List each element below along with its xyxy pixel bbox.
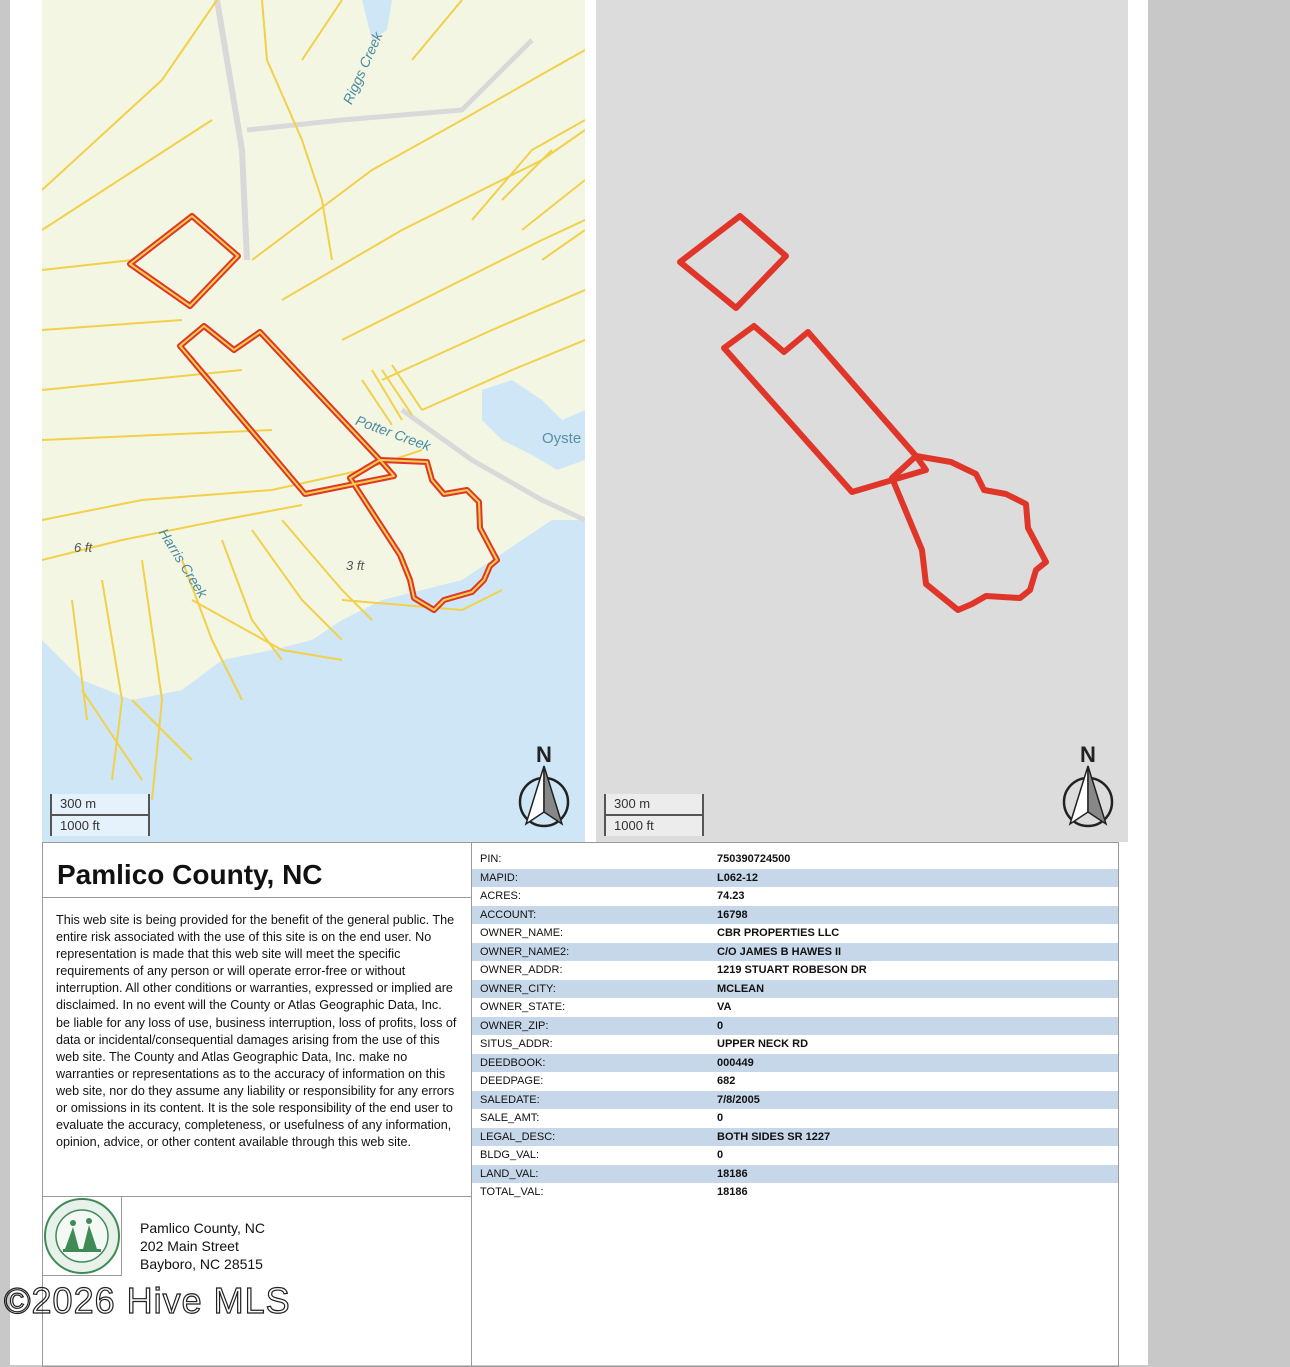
elevation-6ft-label: 6 ft [74,540,93,555]
attribute-row [472,1035,1118,1054]
attribute-label: ACCOUNT: [472,906,717,925]
scale-bar [50,794,150,836]
attribute-row [472,869,1118,888]
contact-line-1: Pamlico County, NC [140,1220,266,1236]
harris-creek-label: Harris Creek [155,525,211,601]
attribute-value: 682 [717,1075,736,1088]
basemap-graphics [42,0,585,842]
attribute-value: 0 [717,1017,1118,1036]
attribute-row [472,924,1118,943]
attribute-value: UPPER NECK RD [717,1038,809,1051]
attribute-label: LEGAL_DESC: [472,1128,717,1147]
attribute-value: BOTH SIDES SR 1227 [717,1128,1118,1147]
riggs-creek-label: Riggs Creek [339,29,386,107]
attribute-row [472,998,1118,1017]
contact-address [140,1219,265,1273]
attribute-label: DEEDPAGE: [480,1075,544,1088]
attribute-label: DEEDBOOK: [472,1054,717,1073]
attribute-value: 0 [717,1112,724,1125]
oyster-label: Oyste [542,430,582,447]
attribute-value: 000449 [717,1054,1118,1073]
attribute-label: SALEDATE: [472,1091,717,1110]
contact-line-3: Bayboro, NC 28515 [140,1256,263,1272]
attribute-row [472,1183,1118,1202]
attribute-row [472,1054,1118,1073]
attribute-label: OWNER_STATE: [480,1001,566,1014]
parcel-outline-map[interactable] [596,0,1128,842]
north-arrow-icon [514,742,574,832]
attribute-label: OWNER_ADDR: [480,964,563,977]
attribute-value: MCLEAN [717,980,1118,999]
scale-feet-label-right: 1000 ft [604,816,704,836]
attribute-label: ACRES: [480,890,521,903]
county-contact [43,1197,471,1277]
scale-meters-label: 300 m [50,794,150,816]
parcel-attributes-panel [471,842,1119,1367]
scale-meters-label-right: 300 m [604,794,704,816]
attribute-row [472,850,1118,869]
disclaimer-text: This web site is being provided for the benefit of the general public. The entire risk associated with the use of this site is on the end user. No representation is made that this web site will meet the specific requirements of any person or will operate error-free or without interruption. All other conditions or warranties, expressed or implied are disclaimed. In no event will the County or Atlas Geographic Data, Inc. be liable for any loss of use, business interruption, loss of profits, loss of data or incidental/consequential damages arising from the use of this web site. The County and Atlas Geographic Data, Inc. make no warranties or representations as to the accuracy of information on this web site, nor do they assume any liability or responsibility for any errors or omissions in its content. It is the sole responsibility of the end user to evaluate the accuracy, completeness, or usefulness of any information, opinion, advice, or other content available through this web site. [43,898,471,1197]
attribute-row [472,1128,1118,1147]
attribute-value: 16798 [717,906,1118,925]
attribute-value: 18186 [717,1165,1118,1184]
attribute-label: OWNER_CITY: [472,980,717,999]
watermark: ©2026 Hive MLS [4,1280,291,1321]
attribute-row [472,1017,1118,1036]
attribute-label: OWNER_NAME2: [472,943,717,962]
elevation-3ft-label: 3 ft [346,558,365,573]
attribute-row [472,1109,1118,1128]
attribute-row [472,887,1118,906]
attribute-value: VA [717,1001,732,1014]
basemap-parcel-map[interactable] [42,0,585,842]
parcel-outline-graphics [596,0,1128,842]
attribute-label: BLDG_VAL: [480,1149,540,1162]
attribute-value: 1219 STUART ROBESON DR [717,964,867,977]
attribute-row [472,1146,1118,1165]
attribute-label: OWNER_ZIP: [472,1017,717,1036]
attribute-value: 7/8/2005 [717,1091,1118,1110]
scale-feet-label: 1000 ft [50,816,150,836]
attribute-row [472,961,1118,980]
attribute-row [472,1091,1118,1110]
county-title: Pamlico County, NC [43,843,471,898]
attribute-row [472,1165,1118,1184]
attribute-value: L062-12 [717,869,1118,888]
attribute-label: TOTAL_VAL: [480,1186,544,1199]
report-sheet [10,0,1148,1365]
attribute-label: PIN: [480,853,502,866]
attribute-row [472,1072,1118,1091]
attribute-value: 74.23 [717,890,745,903]
county-seal-icon [43,1197,122,1276]
attribute-value: CBR PROPERTIES LLC [717,927,840,940]
attribute-value: 0 [717,1149,724,1162]
potter-creek-label: Potter Creek [353,412,433,454]
scale-bar-right [604,794,704,836]
attribute-value: C/O JAMES B HAWES II [717,943,1118,962]
parcel-attributes-table [472,850,1118,1202]
north-arrow-icon-right [1058,742,1118,832]
attribute-row [472,943,1118,962]
attribute-value: 750390724500 [717,853,791,866]
attribute-value: 18186 [717,1186,748,1199]
attribute-label: OWNER_NAME: [480,927,564,940]
north-letter-right: N [1080,742,1096,767]
attribute-row [472,980,1118,999]
attribute-label: MAPID: [472,869,717,888]
contact-line-2: 202 Main Street [140,1238,239,1254]
north-letter: N [536,742,552,767]
attribute-label: SITUS_ADDR: [480,1038,553,1051]
attribute-label: SALE_AMT: [480,1112,540,1125]
attribute-row [472,906,1118,925]
attribute-label: LAND_VAL: [472,1165,717,1184]
